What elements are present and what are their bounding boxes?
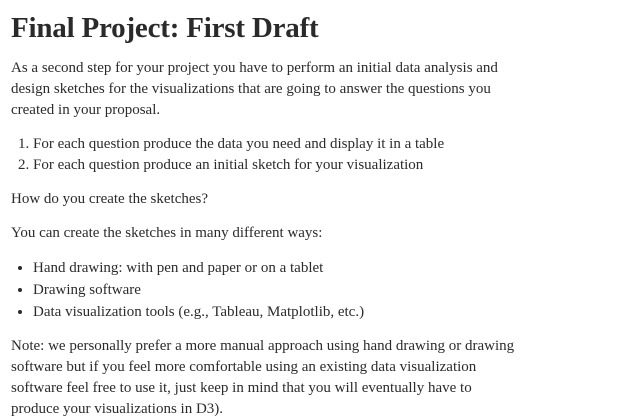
list-item: • Hand drawing: with pen and paper or on a tablet: [33, 257, 640, 279]
sketch-ways-list: [11, 257, 640, 323]
document-page: [0, 11, 640, 417]
intro-paragraph: As a second step for your project you have to perform an initial data analysis and design sketches for the visualizations that are going to answer the questions you created in your proposal.: [11, 60, 498, 118]
sketch-question: How do you create the sketches?: [11, 191, 209, 207]
sketch-ways-intro: You can create the sketches in many different ways:: [11, 225, 323, 241]
list-item: 2. For each question produce an initial sketch for your visualization: [33, 155, 640, 176]
page-title: Final Project: First Draft: [11, 12, 319, 44]
steps-list: [11, 134, 640, 176]
note-paragraph: Note: we personally prefer a more manual approach using hand drawing or drawing software but if you feel more comfortable using an existing data visualization software feel free to use it, just keep in mind that you will eventually have to produce your visualizations in D3).: [11, 338, 515, 417]
list-item: • Drawing software: [33, 279, 640, 301]
list-item: • Data visualization tools (e.g., Tableau, Matplotlib, etc.): [33, 301, 640, 323]
list-item: 1. For each question produce the data you need and display it in a table: [33, 134, 640, 155]
